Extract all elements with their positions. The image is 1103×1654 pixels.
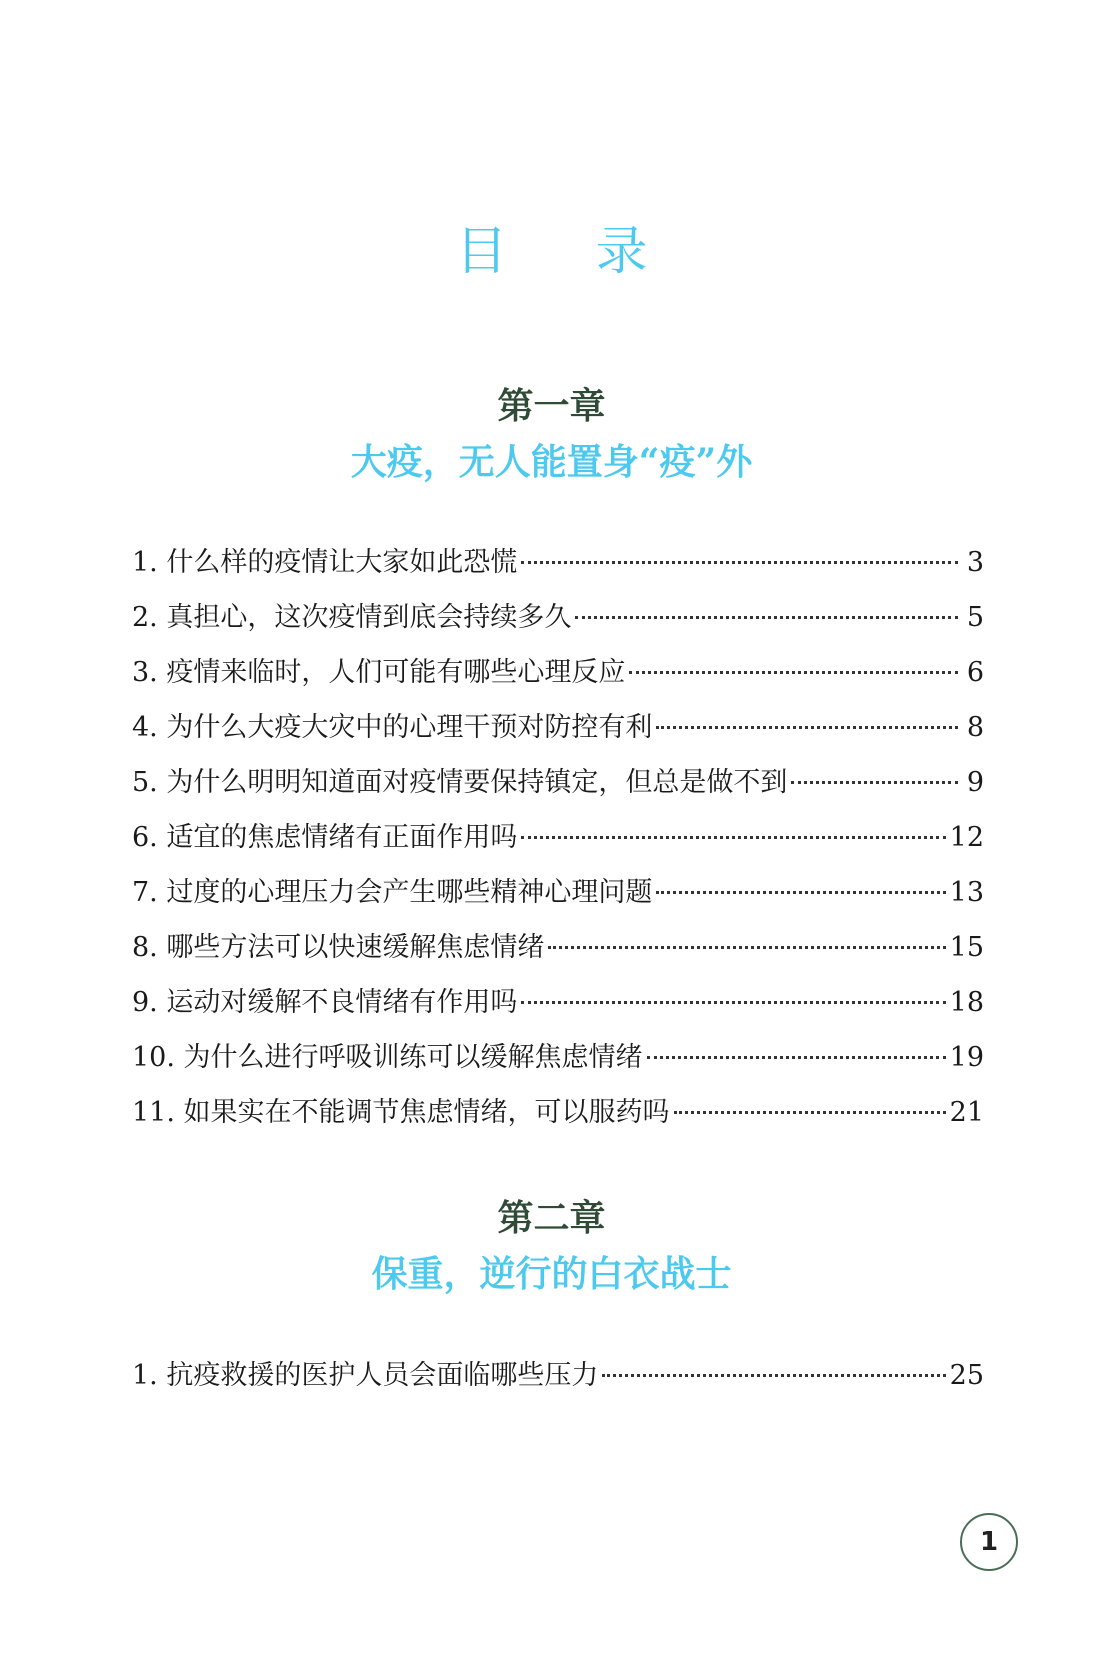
toc-page-number: 15 bbox=[949, 932, 984, 963]
toc-entry[interactable] bbox=[132, 920, 984, 975]
toc-entry-text: 2. 真担心，这次疫情到底会持续多久 bbox=[132, 602, 572, 633]
toc-entry-text: 1. 抗疫救援的医护人员会面临哪些压力 bbox=[132, 1360, 599, 1391]
toc-entry-text: 3. 疫情来临时，人们可能有哪些心理反应 bbox=[132, 657, 626, 688]
toc-page-number: 5 bbox=[966, 602, 984, 633]
toc-entry[interactable] bbox=[132, 535, 984, 590]
toc-leader-dots bbox=[647, 1055, 946, 1059]
toc-entry[interactable] bbox=[132, 645, 984, 700]
toc-leader-dots bbox=[575, 615, 958, 619]
toc-entry[interactable] bbox=[132, 1030, 984, 1085]
chapter-2-title: 保重，逆行的白衣战士 bbox=[371, 1253, 732, 1295]
toc-page-number: 21 bbox=[949, 1097, 984, 1128]
toc-entry[interactable] bbox=[132, 975, 984, 1030]
toc-entry-text: 6. 适宜的焦虑情绪有正面作用吗 bbox=[132, 822, 518, 853]
toc-entry-text: 8. 哪些方法可以快速缓解焦虑情绪 bbox=[132, 932, 545, 963]
toc-entry[interactable] bbox=[132, 700, 984, 755]
toc-entry-text: 9. 运动对缓解不良情绪有作用吗 bbox=[132, 987, 518, 1018]
toc-entry-text: 7. 过度的心理压力会产生哪些精神心理问题 bbox=[132, 877, 653, 908]
toc-entry-text: 5. 为什么明明知道面对疫情要保持镇定，但总是做不到 bbox=[132, 767, 788, 798]
toc-page-number: 18 bbox=[949, 987, 984, 1018]
toc-entry[interactable] bbox=[132, 1348, 984, 1403]
toc-leader-dots bbox=[656, 725, 958, 729]
toc-leader-dots bbox=[521, 560, 958, 564]
toc-page-number: 8 bbox=[966, 712, 984, 743]
toc-entry[interactable] bbox=[132, 810, 984, 865]
toc-entry-text: 10. 为什么进行呼吸训练可以缓解焦虑情绪 bbox=[132, 1042, 643, 1073]
toc-entry-text: 4. 为什么大疫大灾中的心理干预对防控有利 bbox=[132, 712, 653, 743]
chapter-2-toc-list bbox=[132, 1348, 984, 1403]
toc-page-number: 6 bbox=[966, 657, 984, 688]
toc-entry-text: 1. 什么样的疫情让大家如此恐慌 bbox=[132, 547, 518, 578]
chapter-1-label: 第一章 bbox=[497, 385, 606, 427]
toc-leader-dots bbox=[548, 945, 945, 949]
toc-leader-dots bbox=[521, 835, 945, 839]
toc-page-number: 19 bbox=[949, 1042, 984, 1073]
toc-entry[interactable] bbox=[132, 755, 984, 810]
toc-entry[interactable] bbox=[132, 590, 984, 645]
toc-leader-dots bbox=[656, 890, 945, 894]
toc-page-number: 25 bbox=[949, 1360, 984, 1391]
toc-entry[interactable] bbox=[132, 865, 984, 920]
toc-entry[interactable] bbox=[132, 1085, 984, 1140]
toc-page-number: 12 bbox=[949, 822, 984, 853]
toc-leader-dots bbox=[674, 1110, 946, 1114]
toc-leader-dots bbox=[602, 1373, 945, 1377]
toc-page-number: 9 bbox=[966, 767, 984, 798]
chapter-1-title: 大疫，无人能置身“疫”外 bbox=[350, 441, 753, 483]
toc-page-number: 3 bbox=[966, 547, 984, 578]
toc-leader-dots bbox=[521, 1000, 945, 1004]
toc-entry-text: 11. 如果实在不能调节焦虑情绪，可以服药吗 bbox=[132, 1097, 670, 1128]
toc-leader-dots bbox=[791, 780, 958, 784]
toc-title: 目录 bbox=[455, 222, 736, 282]
chapter-1-toc-list bbox=[132, 535, 984, 1140]
chapter-2-label: 第二章 bbox=[497, 1197, 606, 1239]
page-number-badge: 1 bbox=[960, 1513, 1018, 1571]
toc-page-number: 13 bbox=[949, 877, 984, 908]
toc-leader-dots bbox=[629, 670, 958, 674]
